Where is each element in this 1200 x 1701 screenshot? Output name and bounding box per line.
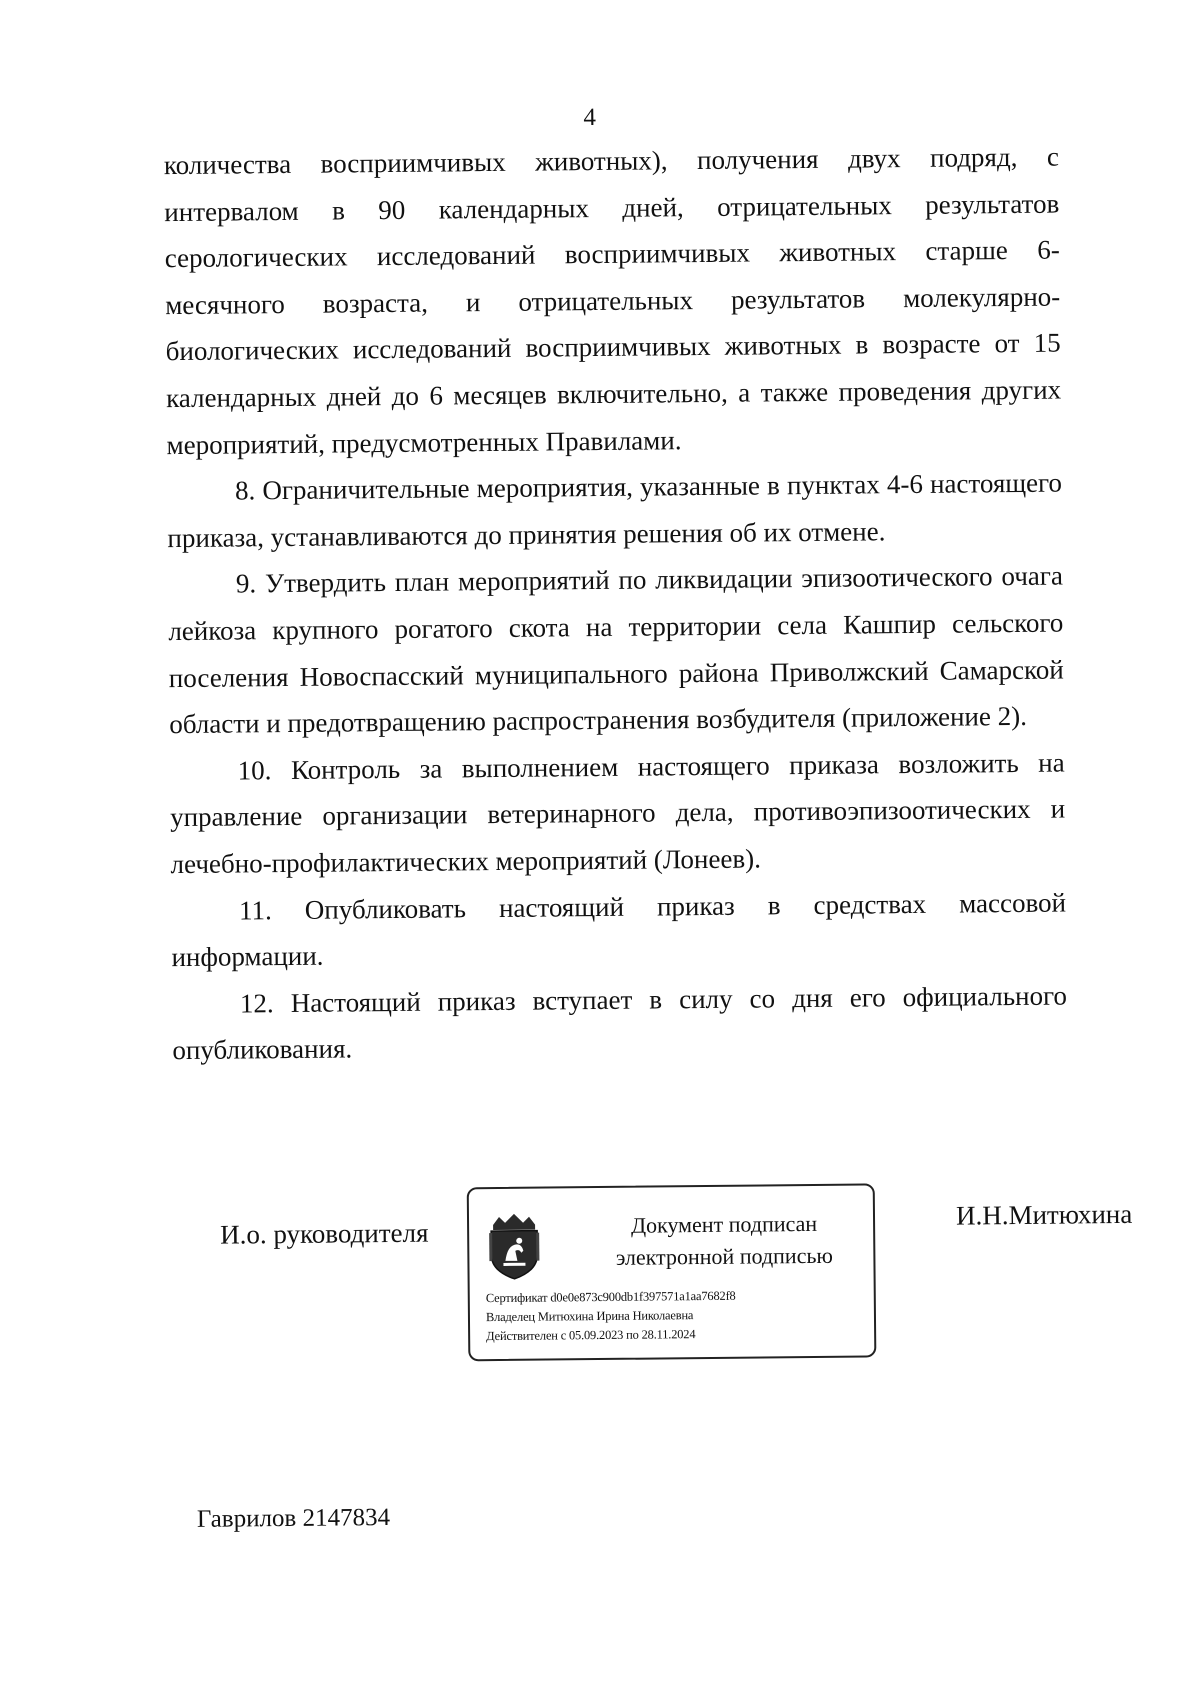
paragraph-item-8: 8. Ограничительные мероприятия, указанные в пунктах 4-6 настоящего приказа, устанавливаются до принятия решения об их отмене. bbox=[167, 467, 1063, 553]
stamp-details bbox=[486, 1287, 736, 1346]
electronic-signature-stamp bbox=[467, 1183, 877, 1361]
paragraph-item-9: 9. Утвердить план мероприятий по ликвидации эпизоотического очага лейкоза крупного рогатого скота на территории села Кашпир сельского поселения Новоспасский муниципального района Приволжский Самарской области и предотвращению распространения возбудителя (приложение 2). bbox=[168, 560, 1064, 740]
stamp-title-line-2: электронной подписью bbox=[615, 1242, 834, 1270]
samara-coat-of-arms-icon bbox=[483, 1211, 546, 1284]
paragraph-item-11: 11. Опубликовать настоящий приказ в средствах массовой информации. bbox=[171, 887, 1067, 973]
paragraph-item-12: 12. Настоящий приказ вступает в силу со дня его официального опубликования. bbox=[172, 980, 1068, 1066]
paragraph-continuation: количества восприимчивых животных), получения двух подряд, с интервалом в 90 календарных дней, отрицательных результатов серологических исследований восприимчивых животных старше 6-месячного возраста, и отрицательных результатов молекулярно-биологических исследований восприимчивых животных в возрасте от 15 календарных дней до 6 месяцев включительно, а также проведения других мероприятий, предусмотренных Правилами. bbox=[163, 141, 1062, 460]
signatory-position: И.о. руководителя bbox=[220, 1217, 429, 1250]
stamp-title bbox=[579, 1207, 870, 1274]
stamp-owner: Владелец Митюхина Ирина Николаевна bbox=[485, 1308, 694, 1325]
stamp-certificate: Сертификат d0e0e873c900db1f397571a1aa7682f8 bbox=[485, 1288, 736, 1306]
signatory-name: И.Н.Митюхина bbox=[955, 1198, 1133, 1231]
executor-note: Гаврилов 2147834 bbox=[196, 1504, 391, 1533]
stamp-title-line-1: Документ подписан bbox=[630, 1210, 818, 1238]
page-number: 4 bbox=[583, 104, 597, 132]
document-body bbox=[164, 134, 1068, 1074]
stamp-validity: Действителен с 05.09.2023 по 28.11.2024 bbox=[486, 1327, 696, 1344]
paragraph-item-10: 10. Контроль за выполнением настоящего приказа возложить на управление организации ветеринарного дела, противоэпизоотических и лечебно-профилактических мероприятий (Лонеев). bbox=[170, 747, 1066, 880]
